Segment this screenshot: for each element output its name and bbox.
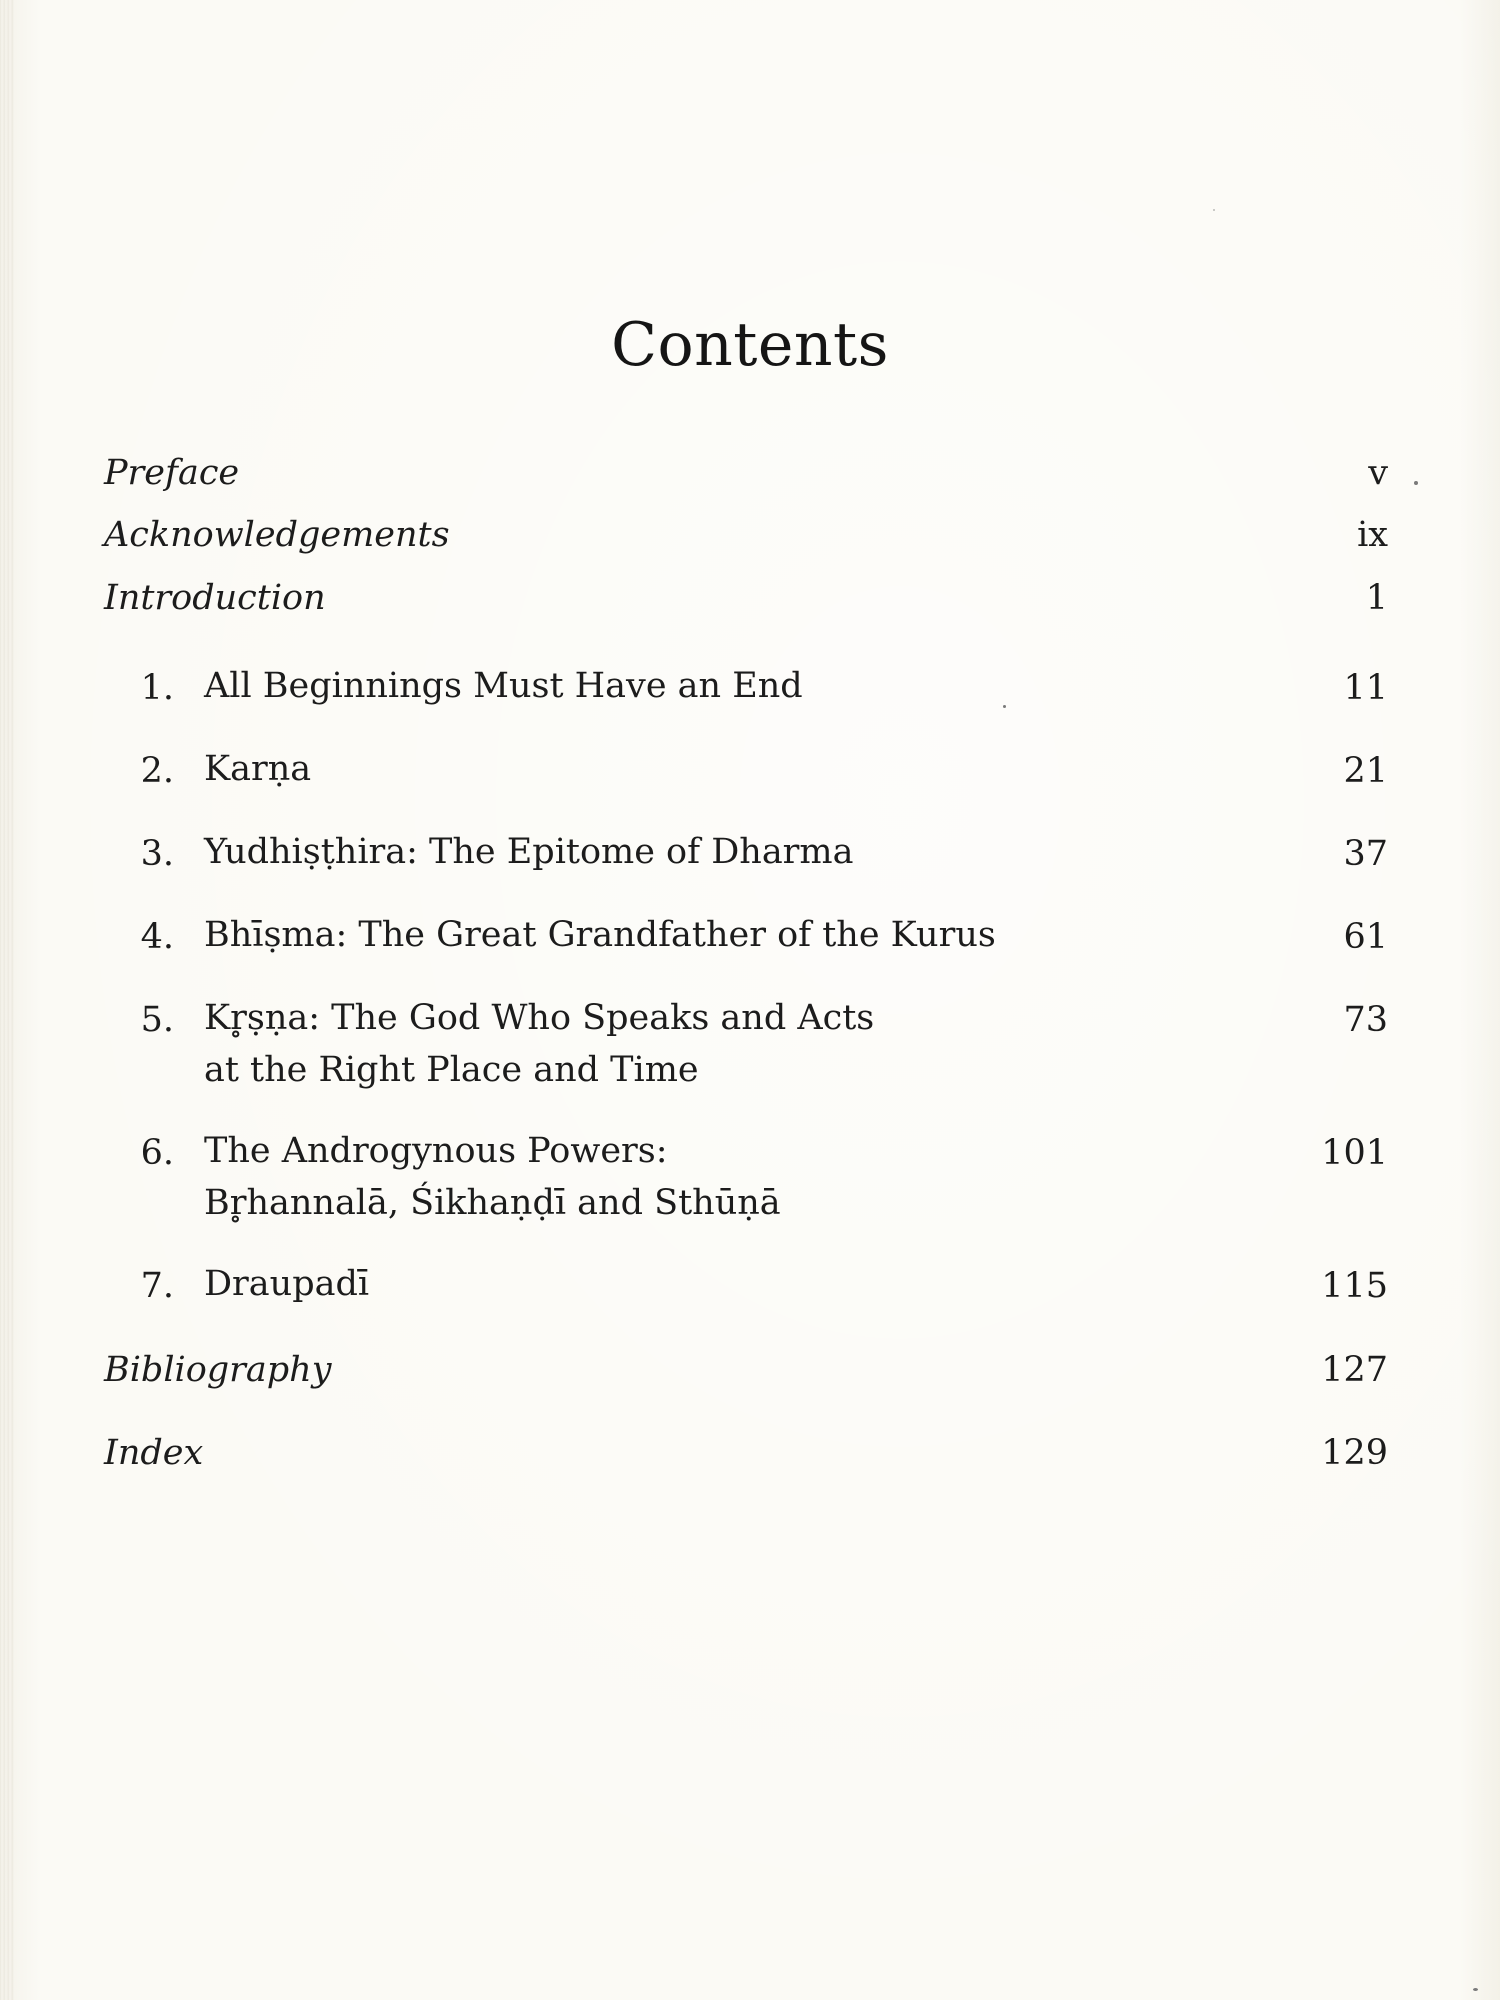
chapter-title: Bhīṣma: The Great Grandfather of the Kurus xyxy=(204,915,996,955)
chapter-title: Draupadī xyxy=(204,1264,370,1304)
scan-speck xyxy=(1414,481,1418,485)
toc-page-acknowledgements: ix xyxy=(1357,515,1388,555)
chapter-page: 61 xyxy=(1343,917,1388,957)
chapter-page: 73 xyxy=(1343,1000,1388,1040)
chapter-number: 7. xyxy=(140,1266,174,1306)
scan-speck xyxy=(1213,209,1215,211)
toc-page-index: 129 xyxy=(1321,1433,1388,1473)
toc-entry-bibliography: Bibliography xyxy=(104,1350,332,1390)
scan-speck xyxy=(1473,1988,1478,1991)
chapter-title-continued: at the Right Place and Time xyxy=(204,1050,699,1090)
chapter-title: The Androgynous Powers: xyxy=(204,1131,668,1171)
chapter-number: 5. xyxy=(140,1000,174,1040)
chapter-title: Yudhiṣṭhira: The Epitome of Dharma xyxy=(204,832,854,872)
toc-entry-preface: Preface xyxy=(104,453,240,493)
chapter-number: 2. xyxy=(140,751,174,791)
chapter-page: 37 xyxy=(1343,834,1388,874)
chapter-page: 21 xyxy=(1343,751,1388,791)
page-title: Contents xyxy=(611,310,889,380)
chapter-number: 3. xyxy=(140,834,174,874)
toc-entry-index: Index xyxy=(104,1433,204,1473)
toc-page-introduction: 1 xyxy=(1365,578,1388,618)
toc-entry-acknowledgements: Acknowledgements xyxy=(104,515,450,555)
chapter-title: All Beginnings Must Have an End xyxy=(204,666,803,706)
toc-entry-introduction: Introduction xyxy=(104,578,326,618)
chapter-number: 6. xyxy=(140,1133,174,1173)
chapter-page: 115 xyxy=(1321,1266,1388,1306)
toc-page-bibliography: 127 xyxy=(1321,1350,1388,1390)
chapter-number: 4. xyxy=(140,917,174,957)
chapter-page: 101 xyxy=(1321,1133,1388,1173)
page-edge xyxy=(0,0,14,2000)
chapter-title: Kr̥ṣṇa: The God Who Speaks and Acts xyxy=(204,998,875,1038)
scan-speck xyxy=(1003,705,1006,708)
chapter-title: Karṇa xyxy=(204,749,312,789)
toc-page-preface: v xyxy=(1368,453,1388,493)
chapter-page: 11 xyxy=(1343,668,1388,708)
chapter-title-continued: Br̥hannalā, Śikhaṇḍī and Sthūṇā xyxy=(204,1183,781,1223)
chapter-number: 1. xyxy=(140,668,174,708)
